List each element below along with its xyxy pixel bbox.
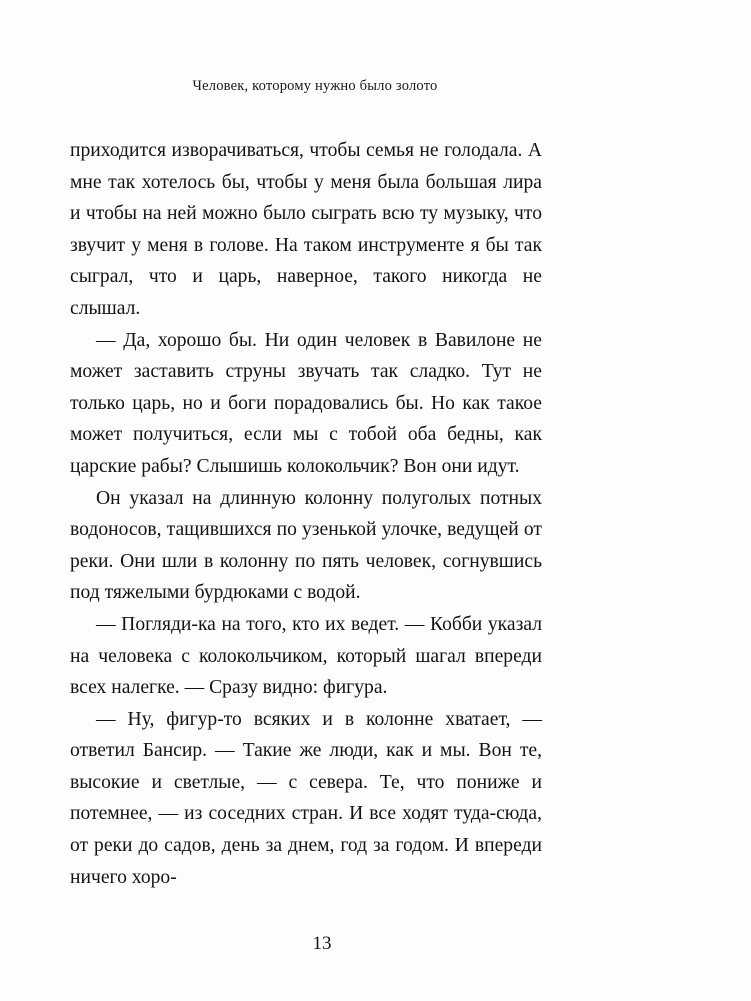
- paragraph: Он указал на длинную колонну полуголых потных водоносов, тащившихся по узенькой улочке, ведущей от реки. Они шли в колонну по пять человек, согнувшись под тяжелыми бурдюками с водой.: [70, 487, 542, 604]
- paragraph: — Ну, фигур-то всяких и в колонне хватает, — ответил Бансир. — Такие же люди, как и мы. Вон те, высокие и светлые, — с севера. Те, что пониже и потемнее, — из соседних стран. И все ходят туда-сюда, от реки до садов, день за днем, год за годом. И впереди ничего хоро-: [70, 708, 542, 888]
- body-text: [70, 135, 542, 893]
- running-head: Человек, которому нужно было золото: [192, 78, 438, 94]
- page-content-area: [70, 78, 542, 954]
- paragraph: — Да, хорошо бы. Ни один человек в Вавилоне не может заставить струны звучать так сладко. Тут не только царь, но и боги порадовались бы. Но как такое может получиться, если мы с тобой оба бедны, как царские рабы? Слышишь колокольчик? Вон они идут.: [70, 329, 542, 477]
- paragraph: приходится изворачиваться, чтобы семья не голодала. А мне так хотелось бы, чтобы у меня была большая лира и чтобы на ней можно было сыграть всю ту музыку, что звучит у меня в голове. На таком инструменте я бы так сыграл, что и царь, наверное, такого никогда не слышал.: [70, 140, 542, 319]
- page-number: 13: [312, 933, 332, 954]
- paragraph: — Погляди-ка на того, кто их ведет. — Кобби указал на человека с колокольчиком, который шагал впереди всех налегке. — Сразу видно: фигура.: [70, 613, 542, 699]
